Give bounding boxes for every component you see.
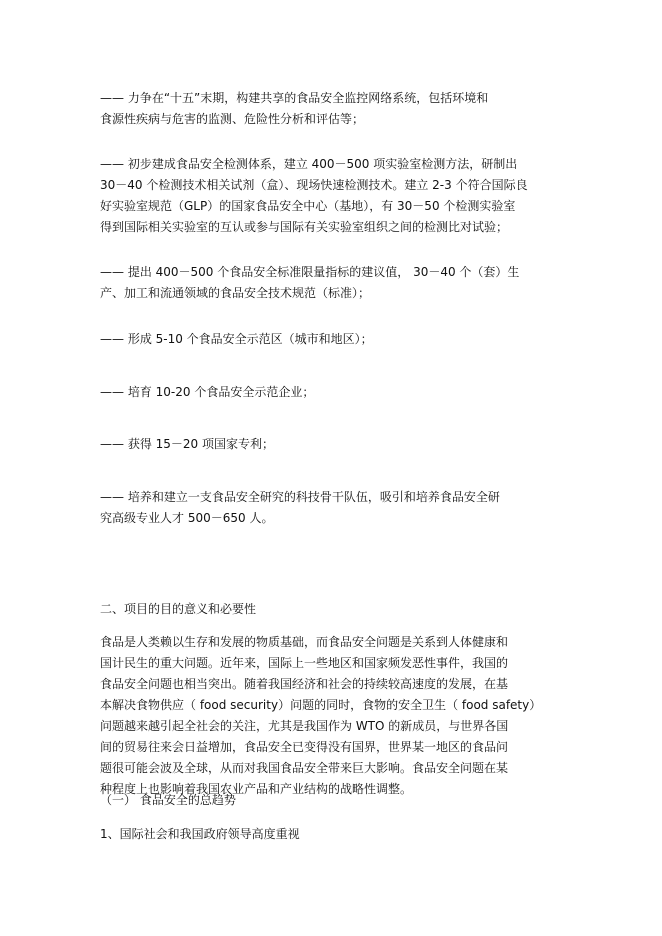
section-intro-paragraph	[100, 632, 562, 800]
text-line: —— 形成 5-10 个食品安全示范区（城市和地区）；	[100, 332, 373, 346]
text-line: 好实验室规范（GLP）的国家食品安全中心（基地），有 30－50 个检测实验室	[100, 199, 516, 213]
subsection-item-heading: 1、国际社会和我国政府领导高度重视	[100, 827, 300, 841]
text-line: —— 培育 10-20 个食品安全示范企业；	[100, 385, 315, 399]
text-line: 问题越来越引起全社会的关注，尤其是我国作为 WTO 的新成员，与世界各国	[100, 719, 509, 733]
text-line: 食品是人类赖以生存和发展的物质基础，而食品安全问题是关系到人体健康和	[100, 635, 509, 649]
goal-item-6	[100, 434, 562, 455]
text-line: —— 获得 15－20 项国家专利；	[100, 437, 274, 451]
text-line: 种程度上也影响着我国农业产品和产业结构的战略性调整。	[100, 782, 413, 796]
section-heading: 二、项目的目的意义和必要性	[100, 602, 257, 616]
text-line: 究高级专业人才 500－650 人。	[100, 511, 274, 525]
text-line: 30－40 个检测技术相关试剂（盒）、现场快速检测技术。建立 2-3 个符合国际良	[100, 178, 528, 192]
text-line: 本解决食物供应（ food security）问题的同时，食物的安全卫生（ food safety）	[100, 698, 542, 712]
text-line: —— 培养和建立一支食品安全研究的科技骨干队伍，吸引和培养食品安全研	[100, 490, 500, 504]
text-line: —— 力争在“十五”末期，构建共享的食品安全监控网络系统，包括环境和	[100, 91, 489, 105]
text-line: —— 初步建成食品安全检测体系，建立 400－500 项实验室检测方法，研制出	[100, 157, 518, 171]
goal-item-4	[100, 329, 562, 350]
goal-item-5	[100, 382, 562, 403]
text-line: —— 提出 400－500 个食品安全标准限量指标的建议值， 30－40 个（套）生	[100, 265, 520, 279]
text-line: 产、加工和流通领域的食品安全技术规范（标准）；	[100, 286, 371, 300]
text-line: 得到国际相关实验室的互认或参与国际有关实验室组织之间的检测比对试验；	[100, 220, 509, 234]
text-line: 食源性疾病与危害的监测、危险性分析和评估等；	[100, 112, 365, 126]
goal-item-3	[100, 262, 562, 304]
text-line: 国计民生的重大问题。近年来，国际上一些地区和国家频发恶性事件，我国的	[100, 656, 509, 670]
goal-item-7	[100, 487, 562, 529]
text-line: 题很可能会波及全球，从而对我国食品安全带来巨大影响。食品安全问题在某	[100, 761, 509, 775]
subsection-heading: （一） 食品安全的总趋势	[100, 793, 236, 807]
goal-item-1	[100, 88, 562, 130]
text-line: 间的贸易往来会日益增加，食品安全已变得没有国界，世界某一地区的食品问	[100, 740, 509, 754]
text-line: 食品安全问题也相当突出。随着我国经济和社会的持续较高速度的发展，在基	[100, 677, 509, 691]
goal-item-2	[100, 154, 562, 238]
